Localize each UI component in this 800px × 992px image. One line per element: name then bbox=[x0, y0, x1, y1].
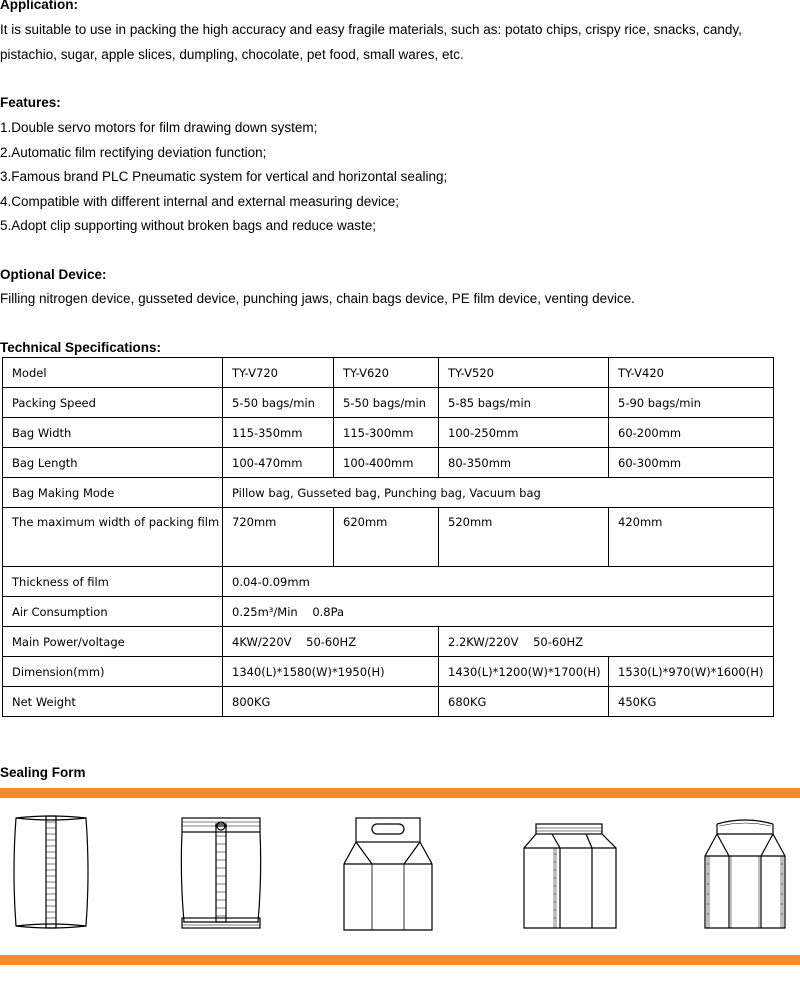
punched-pillow-bag-icon bbox=[178, 812, 264, 932]
table-cell: 620mm bbox=[334, 508, 439, 567]
table-cell: TY-V520 bbox=[439, 358, 609, 388]
table-cell: 1340(L)*1580(W)*1950(H) bbox=[223, 657, 439, 687]
table-cell: 5-90 bags/min bbox=[609, 388, 774, 418]
block-bottom-bag-icon bbox=[522, 812, 618, 932]
table-cell: 100-400mm bbox=[334, 448, 439, 478]
application-text bbox=[0, 18, 795, 67]
table-row bbox=[3, 508, 774, 567]
feature-item: 4.Compatible with different internal and external measuring device; bbox=[0, 193, 399, 209]
table-cell: Model bbox=[3, 358, 223, 388]
specs-heading: Technical Specifications: bbox=[0, 340, 162, 355]
table-cell: TY-V720 bbox=[223, 358, 334, 388]
feature-item: 1.Double servo motors for film drawing down system; bbox=[0, 120, 318, 135]
sealing-heading: Sealing Form bbox=[0, 765, 86, 780]
table-cell: 720mm bbox=[223, 508, 334, 567]
table-cell: The maximum width of packing film bbox=[3, 508, 223, 567]
handle-gusset-bag-icon bbox=[342, 812, 434, 932]
table-cell: Bag Width bbox=[3, 418, 223, 448]
table-cell: 5-50 bags/min bbox=[334, 388, 439, 418]
feature-item: 2.Automatic film rectifying deviation function; bbox=[0, 144, 267, 160]
table-row bbox=[3, 358, 774, 388]
orange-divider-bottom bbox=[0, 955, 800, 965]
feature-item: 5.Adopt clip supporting without broken bags and reduce waste; bbox=[0, 218, 376, 233]
table-cell: 5-85 bags/min bbox=[439, 388, 609, 418]
table-cell: Thickness of film bbox=[3, 567, 223, 597]
table-cell: 1530(L)*970(W)*1600(H) bbox=[609, 657, 774, 687]
table-row bbox=[3, 627, 774, 657]
table-cell: Dimension(mm) bbox=[3, 657, 223, 687]
table-row bbox=[3, 478, 774, 508]
table-cell: 4KW/220V 50-60HZ bbox=[223, 627, 439, 657]
table-cell: Bag Making Mode bbox=[3, 478, 223, 508]
table-cell: TY-V620 bbox=[334, 358, 439, 388]
orange-divider bbox=[0, 788, 800, 798]
application-line: pistachio, sugar, apple slices, dumpling, chocolate, pet food, small wares, etc. bbox=[0, 46, 464, 62]
table-row bbox=[3, 388, 774, 418]
table-cell: Air Consumption bbox=[3, 597, 223, 627]
table-cell: 80-350mm bbox=[439, 448, 609, 478]
table-cell: Packing Speed bbox=[3, 388, 223, 418]
table-cell: 100-470mm bbox=[223, 448, 334, 478]
table-cell: 1430(L)*1200(W)*1700(H) bbox=[439, 657, 609, 687]
table-row bbox=[3, 657, 774, 687]
table-cell: Pillow bag, Gusseted bag, Punching bag, Vacuum bag bbox=[223, 478, 774, 508]
quad-seal-bag-icon bbox=[703, 812, 787, 932]
optional-line: Filling nitrogen device, gusseted device, punching jaws, chain bags device, PE film device, venting device. bbox=[0, 291, 635, 306]
optional-heading: Optional Device: bbox=[0, 267, 107, 282]
features-list bbox=[0, 116, 795, 239]
table-cell: 5-50 bags/min bbox=[223, 388, 334, 418]
spec-table bbox=[2, 357, 774, 717]
application-line: It is suitable to use in packing the high accuracy and easy fragile materials, such as: potato chips, crispy rice, snacks, candy, bbox=[0, 22, 742, 37]
table-cell: 60-300mm bbox=[609, 448, 774, 478]
table-cell: 0.04-0.09mm bbox=[223, 567, 774, 597]
table-cell: 680KG bbox=[439, 687, 609, 717]
table-cell: Main Power/voltage bbox=[3, 627, 223, 657]
table-cell: 115-350mm bbox=[223, 418, 334, 448]
table-cell: 115-300mm bbox=[334, 418, 439, 448]
table-row bbox=[3, 567, 774, 597]
table-row bbox=[3, 687, 774, 717]
table-cell: TY-V420 bbox=[609, 358, 774, 388]
table-cell: 2.2KW/220V 50-60HZ bbox=[439, 627, 774, 657]
table-cell: 420mm bbox=[609, 508, 774, 567]
table-cell: 800KG bbox=[223, 687, 439, 717]
feature-item: 3.Famous brand PLC Pneumatic system for vertical and horizontal sealing; bbox=[0, 169, 448, 184]
table-cell: Bag Length bbox=[3, 448, 223, 478]
table-cell: 100-250mm bbox=[439, 418, 609, 448]
table-row bbox=[3, 448, 774, 478]
application-heading: Application: bbox=[0, 0, 78, 12]
table-cell: 520mm bbox=[439, 508, 609, 567]
pillow-bag-icon bbox=[10, 812, 92, 932]
table-cell: 60-200mm bbox=[609, 418, 774, 448]
optional-text bbox=[0, 287, 795, 312]
table-cell: Net Weight bbox=[3, 687, 223, 717]
table-row bbox=[3, 418, 774, 448]
table-cell: 0.25m³/Min 0.8Pa bbox=[223, 597, 774, 627]
table-cell: 450KG bbox=[609, 687, 774, 717]
features-heading: Features: bbox=[0, 95, 61, 110]
table-row bbox=[3, 597, 774, 627]
